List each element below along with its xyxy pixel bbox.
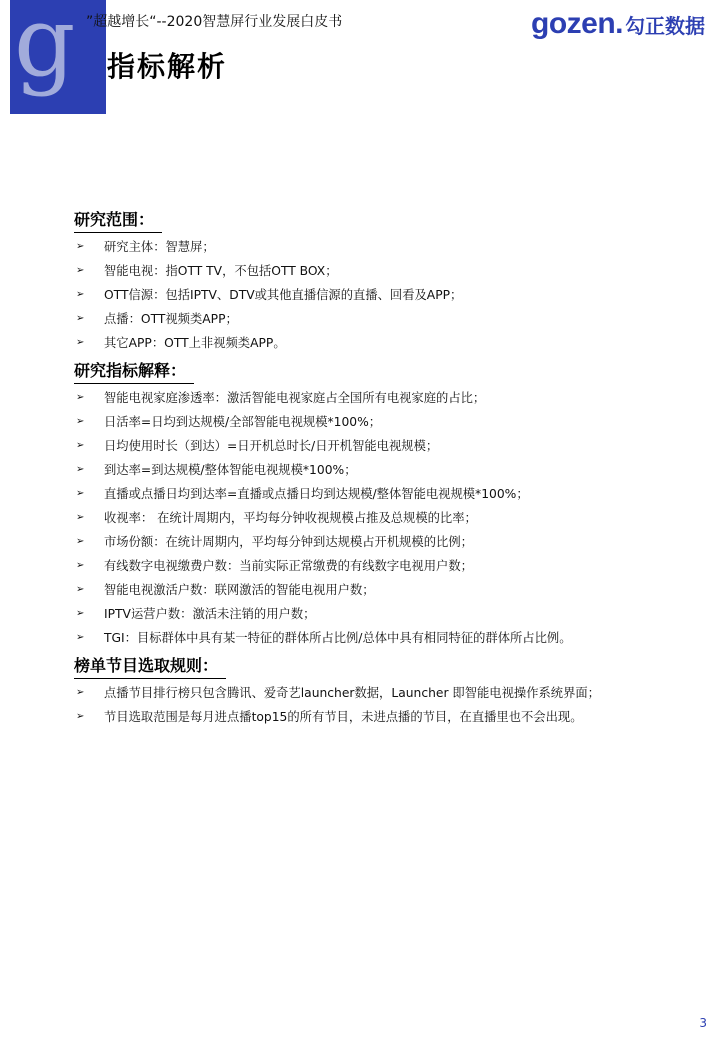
- list-item: [74, 410, 694, 434]
- list-item: [74, 458, 694, 482]
- list-item-text: 到达率=到达规模/整体智能电视规模*100%；: [104, 463, 357, 477]
- list-item-text: 研究主体：智慧屏；: [104, 240, 215, 254]
- section: [74, 654, 694, 729]
- list-item-text: TGI：目标群体中具有某一特征的群体所占比例/总体中具有相同特征的群体所占比例。: [104, 631, 572, 645]
- bullet-list: [74, 681, 694, 729]
- section: [74, 208, 694, 355]
- list-item: [74, 681, 694, 705]
- list-item: [74, 235, 694, 259]
- section: [74, 359, 694, 650]
- arrow-bullet-icon: ➢: [76, 512, 85, 523]
- list-item-text: 点播：OTT视频类APP；: [104, 312, 238, 326]
- list-item-text: 节目选取范围是每月进点播top15的所有节目，未进点播的节目，在直播里也不会出现。: [104, 710, 583, 724]
- arrow-bullet-icon: ➢: [76, 289, 85, 300]
- arrow-bullet-icon: ➢: [76, 440, 85, 451]
- section-title: 研究范围：: [74, 208, 162, 233]
- list-item-text: 日均使用时长（到达）=日开机总时长/日开机智能电视规模；: [104, 439, 439, 453]
- list-item: [74, 283, 694, 307]
- list-item: [74, 434, 694, 458]
- arrow-bullet-icon: ➢: [76, 687, 85, 698]
- arrow-bullet-icon: ➢: [76, 313, 85, 324]
- section-title: 研究指标解释：: [74, 359, 194, 384]
- arrow-bullet-icon: ➢: [76, 608, 85, 619]
- list-item: [74, 578, 694, 602]
- list-item-text: 收视率： 在统计周期内，平均每分钟收视规模占推及总规模的比率；: [104, 511, 477, 525]
- page-number: 3: [699, 1016, 707, 1030]
- section-title: 榜单节目选取规则：: [74, 654, 226, 679]
- brand-logo: [531, 6, 705, 42]
- list-item-text: 点播节目排行榜只包含腾讯、爱奇艺launcher数据，Launcher 即智能电视操作系统界面；: [104, 686, 600, 700]
- list-item-text: 智能电视激活户数：联网激活的智能电视用户数；: [104, 583, 375, 597]
- list-item: [74, 259, 694, 283]
- list-item-text: 直播或点播日均到达率=直播或点播日均到达规模/整体智能电视规模*100%；: [104, 487, 529, 501]
- list-item-text: 有线数字电视缴费户数：当前实际正常缴费的有线数字电视用户数；: [104, 559, 473, 573]
- logo-g-letter: g: [14, 0, 76, 98]
- list-item: [74, 386, 694, 410]
- list-item-text: IPTV运营户数：激活未注销的用户数；: [104, 607, 316, 621]
- brand-name-en: gozen.: [531, 7, 623, 40]
- list-item-text: 市场份额：在统计周期内，平均每分钟到达规模占开机规模的比例；: [104, 535, 473, 549]
- list-item-text: 智能电视：指OTT TV，不包括OTT BOX；: [104, 264, 338, 278]
- list-item: [74, 331, 694, 355]
- bullet-list: [74, 386, 694, 650]
- arrow-bullet-icon: ➢: [76, 560, 85, 571]
- list-item: [74, 506, 694, 530]
- arrow-bullet-icon: ➢: [76, 464, 85, 475]
- list-item: [74, 626, 694, 650]
- brand-name-cn: 勾正数据: [625, 13, 705, 38]
- document-title: ”超越增长“--2020智慧屏行业发展白皮书: [86, 14, 343, 30]
- list-item: [74, 482, 694, 506]
- list-item: [74, 530, 694, 554]
- list-item-text: 智能电视家庭渗透率：激活智能电视家庭占全国所有电视家庭的占比；: [104, 391, 486, 405]
- arrow-bullet-icon: ➢: [76, 632, 85, 643]
- page-heading: 指标解析: [107, 50, 228, 83]
- list-item-text: 日活率=日均到达规模/全部智能电视规模*100%；: [104, 415, 382, 429]
- list-item-text: OTT信源：包括IPTV、DTV或其他直播信源的直播、回看及APP；: [104, 288, 463, 302]
- arrow-bullet-icon: ➢: [76, 416, 85, 427]
- list-item: [74, 554, 694, 578]
- list-item: [74, 602, 694, 626]
- arrow-bullet-icon: ➢: [76, 584, 85, 595]
- list-item: [74, 307, 694, 331]
- bullet-list: [74, 235, 694, 355]
- arrow-bullet-icon: ➢: [76, 488, 85, 499]
- arrow-bullet-icon: ➢: [76, 392, 85, 403]
- content-area: [74, 208, 694, 729]
- list-item-text: 其它APP：OTT上非视频类APP。: [104, 336, 286, 350]
- arrow-bullet-icon: ➢: [76, 337, 85, 348]
- list-item: [74, 705, 694, 729]
- arrow-bullet-icon: ➢: [76, 265, 85, 276]
- arrow-bullet-icon: ➢: [76, 241, 85, 252]
- arrow-bullet-icon: ➢: [76, 711, 85, 722]
- arrow-bullet-icon: ➢: [76, 536, 85, 547]
